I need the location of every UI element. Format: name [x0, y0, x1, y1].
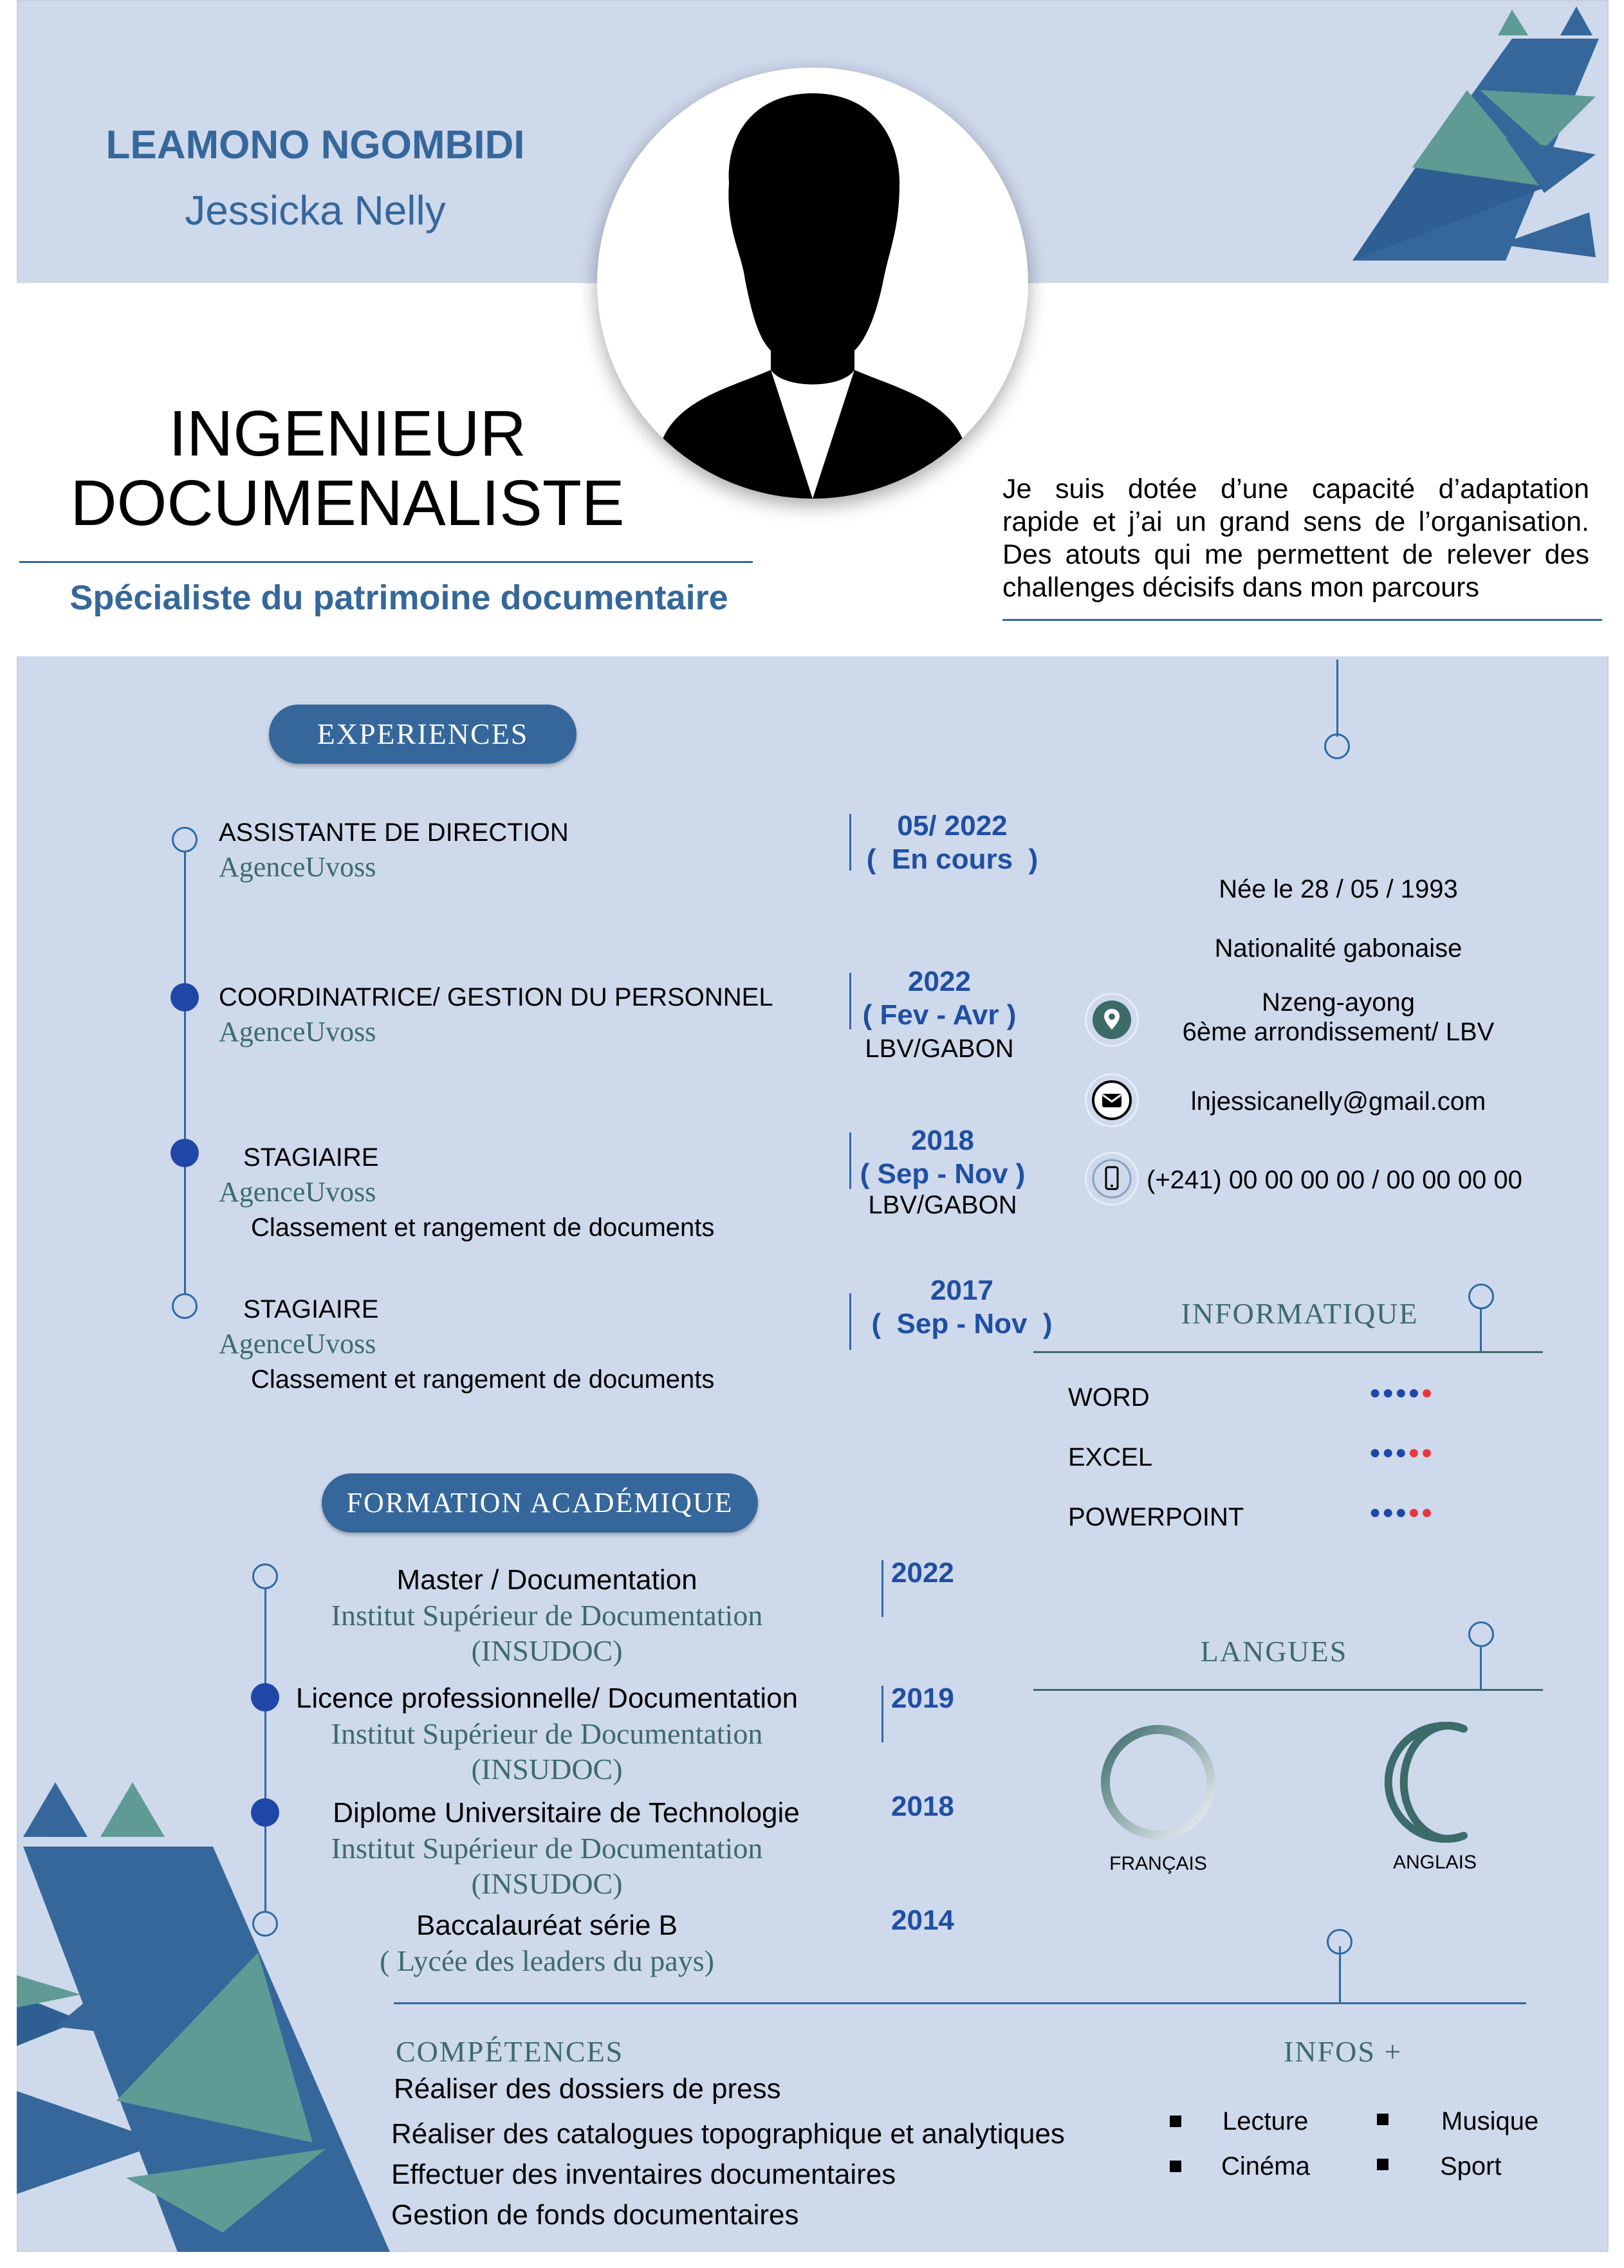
bullet-square — [1170, 2161, 1181, 2172]
connector-line — [1339, 1946, 1341, 2004]
address — [1132, 988, 1544, 1047]
date-line2: ( Sep - Nov ) — [871, 1308, 1053, 1340]
bottom-divider — [394, 2002, 1526, 2004]
experience-date — [840, 1124, 1046, 1219]
education-school-abbr: (INSUDOC) — [471, 1867, 623, 1900]
experience-company: AgenceUvoss — [219, 851, 376, 883]
language-name: FRANÇAIS — [1109, 1853, 1207, 1874]
date-bar — [881, 1686, 883, 1742]
connector-node — [1327, 1929, 1352, 1955]
it-skill-name: WORD — [1068, 1383, 1150, 1412]
bullet-square — [1170, 2116, 1181, 2127]
phone[interactable]: (+241) 00 00 00 00 / 00 00 00 00 — [1147, 1166, 1522, 1194]
nationality: Nationalité gabonaise — [1214, 934, 1463, 963]
address-line1: Nzeng-ayong — [1262, 988, 1415, 1017]
timeline-node-empty — [252, 1911, 278, 1937]
extra-item: Sport — [1440, 2152, 1502, 2180]
bullet-square — [1377, 2159, 1389, 2170]
experiences-heading: EXPERIENCES — [269, 705, 577, 764]
rating-dot-filled: ● — [1369, 1502, 1383, 1523]
last-name: LEAMONO NGOMBIDI — [106, 123, 525, 167]
experience-company: AgenceUvoss — [219, 1176, 376, 1208]
rating-dot-filled: ● — [1395, 1502, 1408, 1523]
connector-node — [1468, 1621, 1494, 1647]
job-title-line2: DOCUMENALISTE — [70, 467, 625, 539]
education-heading: FORMATION ACADÉMIQUE — [322, 1473, 758, 1533]
birth-date: Née le 28 / 05 / 1993 — [1219, 875, 1458, 903]
education-school: Institut Supérieur de Documentation — [331, 1717, 763, 1750]
english-level-crescent — [1367, 1715, 1496, 1850]
skill-item: Gestion de fonds documentaires — [391, 2199, 799, 2231]
rating-dot-filled: ● — [1395, 1382, 1408, 1403]
experience-title: COORDINATRICE/ GESTION DU PERSONNEL — [219, 983, 773, 1011]
rating-dot-filled: ● — [1382, 1442, 1396, 1463]
date-line1: 2018 — [911, 1125, 974, 1156]
skills-heading: COMPÉTENCES — [396, 2035, 624, 2068]
education-school: Institut Supérieur de Documentation — [331, 1832, 763, 1865]
profile-text: Je suis dotée d’une capacité d’adaptation rapide et j’ai un grand sens de l’organisation. Des atouts qui me permettent de relever des challenges décisifs dans mon parcours — [1002, 474, 1589, 603]
title-divider — [19, 561, 753, 563]
it-skills-divider — [1033, 1351, 1543, 1353]
skill-item: Réaliser des dossiers de press — [394, 2073, 781, 2105]
skill-item: Réaliser des catalogues topographique et analytiques — [391, 2118, 1065, 2150]
education-timeline — [264, 1580, 266, 1927]
address-line2: 6ème arrondissement/ LBV — [1182, 1018, 1495, 1046]
date-line1: 05/ 2022 — [897, 810, 1008, 842]
decorative-triangles-top — [1351, 0, 1609, 277]
education-item — [277, 1562, 817, 1668]
it-skills-heading: INFORMATIQUE — [1181, 1297, 1419, 1330]
experience-place: LBV/GABON — [865, 1035, 1014, 1063]
timeline-node-empty — [252, 1563, 278, 1589]
experience-title: ASSISTANTE DE DIRECTION — [219, 818, 569, 847]
rating-dot-filled: ● — [1382, 1382, 1396, 1403]
date-line1: 2017 — [930, 1275, 993, 1306]
experience-timeline — [184, 836, 186, 1313]
rating-dot-empty: ● — [1421, 1502, 1434, 1523]
connector-node — [1468, 1284, 1494, 1309]
rating-dot-filled: ● — [1369, 1442, 1383, 1463]
rating-dot-empty: ● — [1421, 1442, 1434, 1463]
it-skill-rating — [1369, 1442, 1434, 1464]
timeline-node-filled — [171, 983, 199, 1011]
education-school: ( Lycée des leaders du pays) — [380, 1944, 714, 1977]
education-school-abbr: (INSUDOC) — [471, 1753, 623, 1785]
education-school: Institut Supérieur de Documentation — [331, 1599, 763, 1632]
email[interactable]: lnjessicanelly@gmail.com — [1190, 1087, 1486, 1116]
extra-item: Cinéma — [1221, 2152, 1310, 2180]
specialty: Spécialiste du patrimoine documentaire — [69, 578, 728, 617]
experience-company: AgenceUvoss — [219, 1016, 376, 1047]
experience-date — [836, 965, 1042, 1065]
connector-node — [1324, 733, 1350, 759]
rating-dot-filled: ● — [1408, 1382, 1421, 1403]
rating-dot-filled: ● — [1369, 1382, 1383, 1403]
timeline-node-filled — [171, 1139, 199, 1167]
education-degree: Baccalauréat série B — [416, 1910, 678, 1941]
experience-date — [849, 809, 1055, 876]
experience-title: STAGIAIRE — [243, 1295, 379, 1323]
education-year: 2014 — [891, 1904, 954, 1936]
smartphone-icon — [1085, 1152, 1139, 1206]
education-year: 2022 — [891, 1557, 954, 1589]
it-skill-rating — [1369, 1502, 1434, 1524]
experience-detail: Classement et rangement de documents — [251, 1213, 715, 1242]
location-pin-icon — [1085, 993, 1139, 1047]
extra-item: Lecture — [1223, 2107, 1309, 2135]
job-title-line1: INGENIEUR — [169, 398, 526, 470]
education-year: 2018 — [891, 1791, 954, 1822]
experience-detail: Classement et rangement de documents — [251, 1365, 715, 1394]
connector-line — [1480, 1309, 1482, 1351]
date-bar — [881, 1560, 883, 1617]
timeline-node-filled — [251, 1683, 279, 1711]
languages-heading: LANGUES — [1200, 1635, 1348, 1668]
timeline-node-empty — [172, 1293, 198, 1319]
date-line1: 2022 — [908, 966, 971, 997]
it-skill-rating — [1369, 1382, 1434, 1404]
education-degree: Licence professionnelle/ Documentation — [295, 1683, 798, 1714]
education-item — [277, 1681, 817, 1787]
rating-dot-empty: ● — [1421, 1382, 1434, 1403]
languages-divider — [1033, 1689, 1543, 1691]
experience-place: LBV/GABON — [868, 1191, 1017, 1219]
skill-item: Effectuer des inventaires documentaires — [391, 2159, 896, 2190]
profile-divider — [1002, 619, 1602, 621]
language-name: ANGLAIS — [1392, 1852, 1477, 1873]
timeline-node-filled — [251, 1798, 279, 1827]
job-title — [39, 399, 656, 538]
date-line2: ( Fev - Avr ) — [862, 999, 1017, 1031]
education-degree: Diplome Universitaire de Technologie — [333, 1797, 800, 1829]
education-degree: Master / Documentation — [396, 1564, 697, 1596]
envelope-icon — [1085, 1073, 1139, 1127]
rating-dot-empty: ● — [1408, 1442, 1421, 1463]
connector-line — [1480, 1647, 1482, 1689]
bullet-square — [1377, 2114, 1389, 2125]
first-name: Jessicka Nelly — [185, 187, 446, 234]
education-year: 2019 — [891, 1683, 954, 1714]
date-line2: ( En cours ) — [866, 844, 1038, 875]
rating-dot-filled: ● — [1395, 1442, 1408, 1463]
experience-company: AgenceUvoss — [219, 1328, 376, 1360]
it-skill-name: POWERPOINT — [1068, 1503, 1244, 1531]
timeline-node-empty — [172, 827, 198, 853]
avatar — [597, 68, 1028, 499]
french-level-ring — [1094, 1718, 1223, 1847]
rating-dot-empty: ● — [1408, 1502, 1421, 1523]
date-line2: ( Sep - Nov ) — [860, 1158, 1026, 1190]
education-item — [277, 1908, 817, 1978]
extras-heading: INFOS + — [1284, 2035, 1403, 2068]
education-school-abbr: (INSUDOC) — [471, 1634, 623, 1667]
experience-title: STAGIAIRE — [243, 1143, 379, 1172]
rating-dot-filled: ● — [1382, 1502, 1396, 1523]
it-skill-name: EXCEL — [1068, 1443, 1153, 1471]
connector-line — [1336, 659, 1338, 737]
extra-item: Musique — [1441, 2107, 1539, 2135]
person-silhouette-icon — [597, 68, 1028, 499]
education-item — [277, 1795, 817, 1901]
